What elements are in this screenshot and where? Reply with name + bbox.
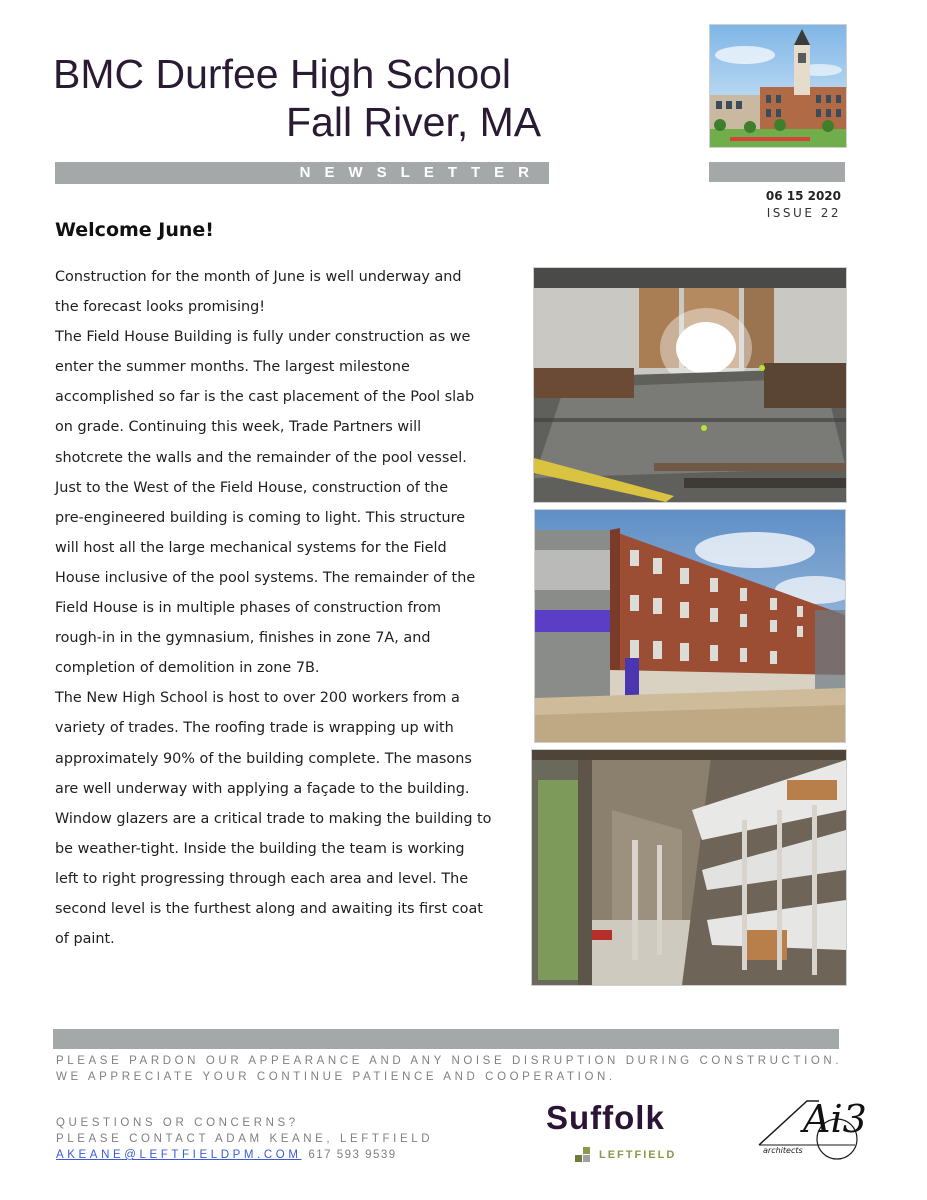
leftfield-mark-icon xyxy=(575,1147,591,1163)
body-line: approximately 90% of the building complete. The masons xyxy=(55,750,472,767)
body-line: Field House is in multiple phases of construction from xyxy=(55,600,442,617)
body-line: rough-in in the gymnasium, finishes in zone 7A, and xyxy=(55,630,431,647)
body-line: accomplished so far is the cast placement of the Pool slab xyxy=(55,389,475,406)
body-line: shotcrete the walls and the remainder of the pool vessel. xyxy=(55,449,467,466)
article-body xyxy=(55,262,492,954)
brick-building-photo xyxy=(534,509,846,743)
school-rendering-image xyxy=(709,24,847,148)
side-bar xyxy=(709,162,845,182)
body-line: Construction for the month of June is well underway and xyxy=(55,269,462,285)
body-line: Just to the West of the Field House, construction of the xyxy=(55,479,449,496)
contact-details xyxy=(56,1149,397,1161)
body-line: of paint. xyxy=(55,931,115,948)
body-line: second level is the furthest along and awaiting its first coat xyxy=(55,900,483,917)
body-line: The New High School is host to over 200 workers from a xyxy=(55,690,460,707)
page-title-line2: Fall River, MA xyxy=(286,99,542,145)
notice-line-2: WE APPRECIATE YOUR CONTINUE PATIENCE AND COOPERATION. xyxy=(56,1071,616,1083)
body-line: enter the summer months. The largest milestone xyxy=(55,359,410,376)
contact-question: QUESTIONS OR CONCERNS? xyxy=(56,1117,299,1129)
pool-construction-photo xyxy=(533,267,847,503)
body-line: will host all the large mechanical systems for the Field xyxy=(55,539,447,556)
notice-line-1: PLEASE PARDON OUR APPEARANCE AND ANY NOISE DISRUPTION DURING CONSTRUCTION. xyxy=(56,1055,843,1067)
body-line: House inclusive of the pool systems. The remainder of the xyxy=(55,569,476,586)
leftfield-wordmark: LEFTFIELD xyxy=(599,1149,677,1161)
issue-date: 06 15 2020 xyxy=(765,189,841,203)
ai3-mark: Ai3 xyxy=(803,1097,867,1141)
body-line: pre-engineered building is coming to light. This structure xyxy=(55,509,466,526)
body-line: variety of trades. The roofing trade is wrapping up with xyxy=(55,720,454,737)
body-line: The Field House Building is fully under construction as we xyxy=(55,329,471,346)
body-line: the forecast looks promising! xyxy=(55,299,266,316)
ai3-subtitle: architects xyxy=(763,1146,803,1155)
body-line: Window glazers are a critical trade to making the building to xyxy=(55,810,492,827)
issue-number: ISSUE 22 xyxy=(766,206,841,220)
article-heading: Welcome June! xyxy=(55,219,214,241)
footer-bar xyxy=(53,1029,839,1049)
leftfield-logo xyxy=(575,1147,676,1163)
contact-phone: 617 593 9539 xyxy=(308,1149,397,1161)
newsletter-bar xyxy=(55,162,549,184)
body-line: left to right progressing through each area and level. The xyxy=(55,870,469,887)
contact-person: PLEASE CONTACT ADAM KEANE, LEFTFIELD xyxy=(56,1133,434,1145)
contact-email-link[interactable]: AKEANE@LEFTFIELDPM.COM xyxy=(56,1149,302,1161)
ai3-architects-logo xyxy=(755,1095,867,1165)
suffolk-logo: Suffolk xyxy=(546,1099,665,1136)
body-line: completion of demolition in zone 7B. xyxy=(55,660,320,677)
page-title-line1: BMC Durfee High School xyxy=(53,51,512,97)
newsletter-label: NEWSLETTER xyxy=(299,164,543,181)
interior-floors-photo xyxy=(531,749,847,986)
body-line: are well underway with applying a façade to the building. xyxy=(55,780,470,797)
body-line: be weather-tight. Inside the building the team is working xyxy=(55,840,465,857)
body-line: on grade. Continuing this week, Trade Partners will xyxy=(55,419,422,436)
